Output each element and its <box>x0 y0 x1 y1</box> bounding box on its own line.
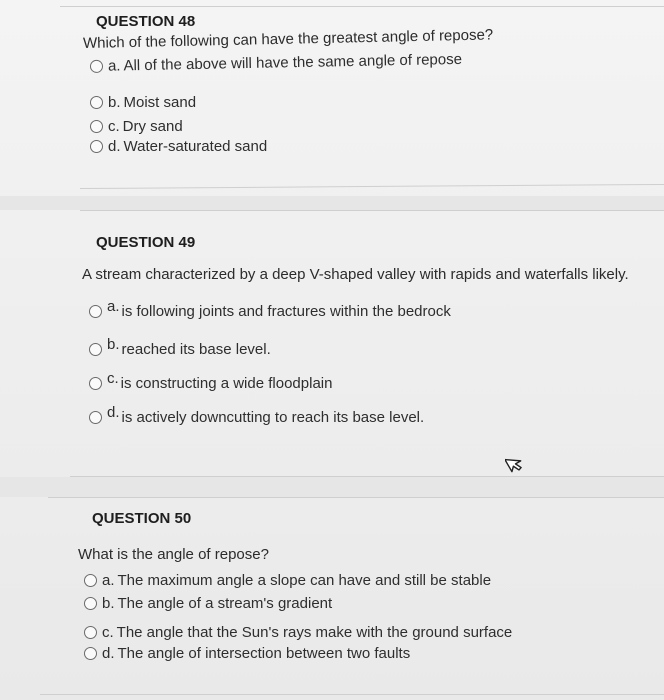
question-49-option-c[interactable] <box>89 370 333 392</box>
radio-button[interactable] <box>89 305 102 318</box>
top-divider <box>60 6 664 7</box>
option-letter: c. <box>108 118 120 135</box>
option-label: reached its base level. <box>121 341 271 358</box>
question-separator <box>80 184 664 189</box>
option-label: The angle of a stream's gradient <box>117 595 333 612</box>
question-50-option-c[interactable] <box>84 624 512 641</box>
question-50-title: QUESTION 50 <box>92 510 192 527</box>
question-48-option-d[interactable] <box>90 138 267 155</box>
option-letter: a. <box>102 572 115 589</box>
radio-button[interactable] <box>84 647 97 660</box>
question-49-title: QUESTION 49 <box>96 234 196 251</box>
option-label: The angle of intersection between two faults <box>117 645 411 662</box>
radio-button[interactable] <box>84 597 97 610</box>
question-50-option-d[interactable] <box>84 645 410 662</box>
radio-button[interactable] <box>90 140 103 153</box>
question-49-option-d[interactable] <box>89 404 425 426</box>
option-letter: a. <box>107 298 120 315</box>
option-letter: a. <box>107 57 121 75</box>
option-label: All of the above will have the same angle of repose <box>123 50 463 75</box>
question-50-option-a[interactable] <box>84 572 491 589</box>
option-label: is following joints and fractures within the bedrock <box>121 303 451 320</box>
option-letter: d. <box>108 138 121 155</box>
bottom-divider <box>40 694 664 695</box>
option-letter: d. <box>107 404 120 421</box>
option-letter: b. <box>107 336 120 353</box>
question-48-option-b[interactable] <box>90 94 196 111</box>
option-label: Water-saturated sand <box>123 138 268 155</box>
option-letter: c. <box>102 624 114 641</box>
question-49-option-a[interactable] <box>89 298 451 320</box>
radio-button[interactable] <box>90 60 103 73</box>
option-letter: b. <box>102 595 115 612</box>
option-letter: d. <box>102 645 115 662</box>
radio-button[interactable] <box>90 96 103 109</box>
radio-button[interactable] <box>84 626 97 639</box>
question-separator <box>48 497 664 498</box>
question-49-option-b[interactable] <box>89 336 271 358</box>
question-50-text: What is the angle of repose? <box>78 546 269 563</box>
option-label: The maximum angle a slope can have and still be stable <box>117 572 492 589</box>
question-50-option-b[interactable] <box>84 595 332 612</box>
radio-button[interactable] <box>84 574 97 587</box>
question-48-option-a[interactable] <box>90 51 462 75</box>
radio-button[interactable] <box>89 377 102 390</box>
option-label: Dry sand <box>122 118 183 135</box>
option-letter: b. <box>108 94 121 111</box>
question-48-text: Which of the following can have the greatest angle of repose? <box>82 26 494 52</box>
question-48-option-c[interactable] <box>90 118 183 135</box>
question-gap <box>0 477 664 497</box>
radio-button[interactable] <box>89 343 102 356</box>
option-label: Moist sand <box>123 94 197 111</box>
radio-button[interactable] <box>89 411 102 424</box>
option-label: is constructing a wide floodplain <box>120 375 333 392</box>
question-48-title: QUESTION 48 <box>96 13 196 30</box>
option-label: The angle that the Sun's rays make with the ground surface <box>116 624 513 641</box>
option-label: is actively downcutting to reach its base level. <box>121 409 425 426</box>
mouse-pointer-icon <box>505 452 527 474</box>
question-49-text: A stream characterized by a deep V-shaped valley with rapids and waterfalls likely. <box>82 266 629 283</box>
option-letter: c. <box>107 370 119 387</box>
question-gap <box>0 196 664 210</box>
radio-button[interactable] <box>90 120 103 133</box>
question-separator <box>80 210 664 211</box>
